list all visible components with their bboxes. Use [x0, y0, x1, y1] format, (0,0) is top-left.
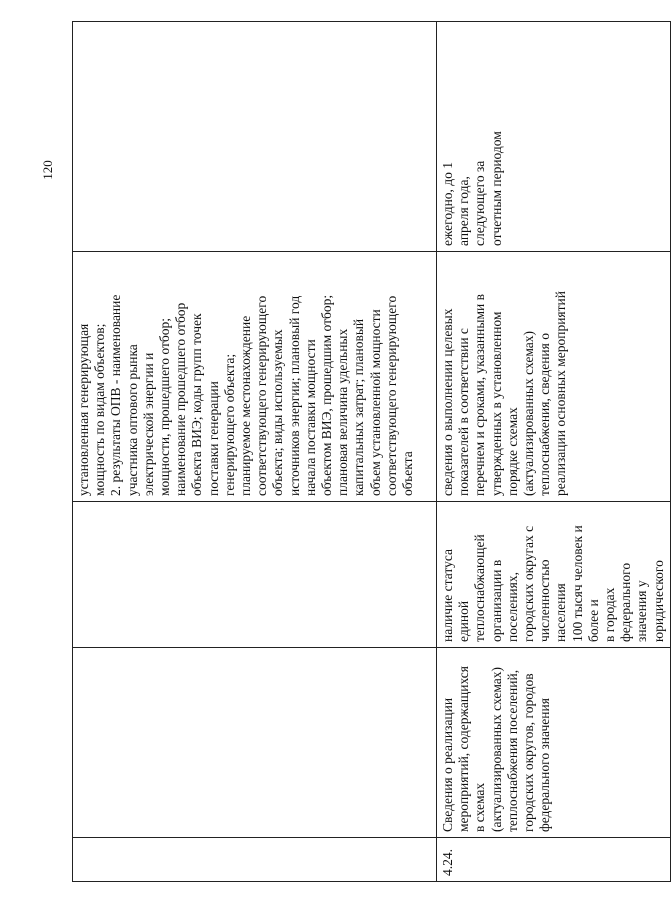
cell-period-empty [73, 22, 437, 252]
cell-period [437, 22, 671, 252]
row-criteria-text: наличие статуса единой теплоснабжающей организации в поселениях, городских округах с численностью населения 100 тысяч человек и более и в городах федерального значения у юридического [440, 525, 666, 642]
cell-name [437, 648, 671, 838]
cell-criteria [437, 502, 671, 648]
cell-number-empty [73, 838, 437, 882]
table-row-continued [73, 22, 437, 882]
row-number-text: 4.24. [440, 849, 455, 876]
cell-content-continued [73, 252, 437, 502]
cell-criteria-empty [73, 502, 437, 648]
page-number-text: 120 [40, 160, 55, 180]
table-sheet [72, 22, 666, 882]
row-period-text: ежегодно, до 1 апреля года, следующего за отчетным периодом [440, 131, 504, 246]
data-table [72, 21, 671, 882]
row-content-text: сведения о выполнении целевых показателей в соответствии с перечнем и сроками, указанными в утвержденных в установленном порядке схемах (актуализированных схемах) теплоснабжения, сведения о реализации основных мероприятий [440, 291, 569, 496]
cell-number [437, 838, 671, 882]
row-name-text: Сведения о реализации мероприятий, содержащихся в схемах (актуализированных схемах) теплоснабжения поселений, городских округов, городов федерального значения [440, 665, 553, 832]
page-number [38, 150, 58, 190]
table-row-4-24 [437, 22, 671, 882]
cell-content [437, 252, 671, 502]
rotated-table-area [72, 22, 666, 882]
cell-name-empty [73, 648, 437, 838]
content-continued-text: установленная генерирующая мощность по видам объектов; 2. результаты ОПВ - наименование участника оптового рынка электрической энергии и мощности, прошедшего отбор; наименование прошедшего отбор объекта ВИЭ; коды групп точек поставки генерации генерирующего объекта; планируемое местонахождение соответствующего генерирующего объекта; виды используемых источников энергии; плановый год начала поставки мощности объектом ВИЭ, прошедшим отбор; плановая величина удельных капитальных затрат; плановый объем установленной мощности соответствующего генерирующего объекта [76, 294, 416, 496]
